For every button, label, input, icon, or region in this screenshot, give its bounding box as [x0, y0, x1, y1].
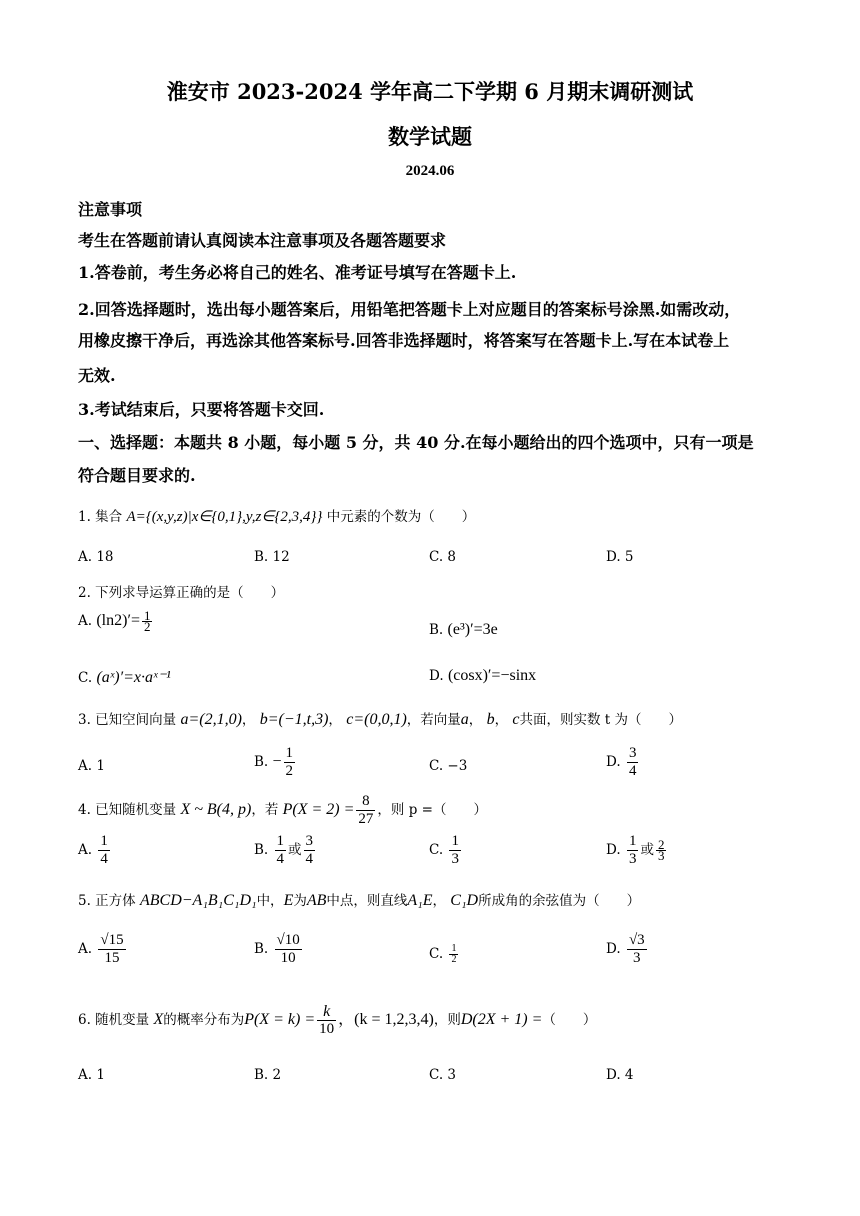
option-label: A. — [78, 941, 93, 957]
question-3-prefix: 3. 已知空间向量 — [78, 712, 177, 728]
numerator: √10 — [276, 932, 300, 948]
notice-heading: 注意事项 — [78, 200, 143, 219]
question-1-suffix: 中元素的个数为（ ） — [326, 509, 476, 525]
question-1-option-c: C. 8 — [429, 549, 457, 565]
numerator: 8 — [356, 793, 375, 811]
question-6-text: ，则 — [433, 1012, 461, 1028]
question-3-vector-c: c=(0,0,1) — [346, 711, 407, 728]
numerator: 1 — [628, 833, 637, 849]
point-e: E — [283, 892, 294, 909]
denominator: 2 — [143, 619, 151, 634]
question-4-suffix: ，则 p =（ ） — [377, 802, 487, 818]
numerator: 1 — [285, 745, 294, 761]
segment-ab: AB — [306, 892, 327, 909]
notice-item-1: 1.答卷前，考生务必将自己的姓名、准考证号填写在答题卡上. — [78, 263, 517, 282]
question-1-option-d: D. 5 — [606, 549, 634, 565]
question-5-text: 为 — [293, 893, 307, 909]
question-5-option-c — [429, 944, 460, 965]
question-4-option-a — [78, 833, 112, 868]
question-3-option-c: C. −3 — [429, 758, 468, 774]
notice-item-2-line-3: 无效. — [78, 366, 116, 385]
fraction — [656, 837, 667, 863]
option-label: D. — [606, 842, 621, 858]
fraction — [304, 833, 316, 868]
question-3-a-symbol: a — [460, 711, 469, 728]
fraction — [627, 745, 639, 780]
question-4-probability: P(X = 2) = — [282, 801, 355, 818]
numerator: √15 — [100, 932, 124, 948]
numerator: 1 — [100, 833, 108, 849]
question-3-option-b — [254, 745, 297, 780]
question-2-stem: 2. 下列求导运算正确的是（ ） — [78, 585, 285, 601]
question-1-prefix: 1. 集合 — [78, 509, 123, 525]
fraction — [275, 833, 287, 868]
numerator: 3 — [628, 745, 637, 761]
exam-subtitle: 数学试题 — [388, 124, 472, 149]
line-c1d: C₁D — [450, 892, 479, 909]
numerator: 1 — [451, 833, 459, 849]
option-label: C. — [429, 842, 444, 858]
option-label: D. — [606, 754, 621, 770]
denominator: 4 — [305, 851, 314, 867]
denominator: 3 — [657, 848, 665, 863]
question-6-text: 的概率分布为 — [163, 1012, 245, 1028]
question-2-option-c-expr: (aˣ)′=x·aˣ⁻¹ — [96, 669, 171, 686]
minus-sign: − — [272, 753, 282, 770]
question-5-suffix: 所成角的余弦值为（ ） — [478, 893, 641, 909]
question-1-set: A={(x,y,z)|x∈{0,1},y,z∈{2,3,4}} — [126, 509, 323, 525]
question-1-stem — [78, 505, 475, 526]
option-label: A. — [78, 613, 93, 629]
denominator: 15 — [104, 950, 120, 966]
question-3-vector-b: b=(−1,t,3) — [259, 711, 329, 728]
question-5-option-d — [606, 932, 649, 967]
numerator: 3 — [305, 833, 314, 849]
question-6-suffix: （ ） — [542, 1012, 597, 1028]
question-5-stem: 5. 正方体 ABCD−A₁B₁C₁D₁中，E为AB中点，则直线A₁E， C₁D所成角的余弦值为（ ） — [78, 892, 641, 909]
question-2-option-b-expr: (e³)′=3e — [447, 621, 498, 638]
or-text: 或 — [288, 842, 302, 858]
question-3-vector-a: a=(2,1,0) — [180, 711, 242, 728]
question-4-mid: ，若 — [251, 802, 279, 818]
numerator: k — [317, 1003, 336, 1021]
denominator: 4 — [100, 851, 108, 867]
section-1-line-2: 符合题目要求的. — [78, 466, 196, 485]
question-6-range: ，(k = 1,2,3,4) — [338, 1011, 434, 1028]
numerator: 1 — [451, 943, 457, 954]
or-text: 或 — [640, 842, 654, 858]
question-6-probability: P(X = k) = — [244, 1011, 316, 1028]
question-6-option-d: D. 4 — [606, 1067, 634, 1083]
question-3-b-symbol: b — [486, 711, 495, 728]
denominator: 10 — [319, 1021, 335, 1037]
question-4-option-d — [606, 833, 668, 868]
fraction — [317, 1003, 336, 1038]
option-label: C. — [78, 670, 93, 686]
denominator: 2 — [451, 954, 457, 965]
denominator: 4 — [628, 763, 637, 779]
question-6-option-c: C. 3 — [429, 1067, 457, 1083]
exam-title: 淮安市 2023-2024 学年高二下学期 6 月期末调研测试 — [166, 79, 694, 104]
denominator: 2 — [285, 763, 294, 779]
numerator: 2 — [657, 837, 665, 852]
notice-intro: 考生在答题前请认真阅读本注意事项及各题答题要求 — [78, 231, 447, 250]
notice-item-2-line-2: 用橡皮擦干净后，再选涂其他答案标号.回答非选择题时，将答案写在答题卡上.写在本试卷上 — [78, 331, 730, 350]
option-label: D. — [606, 941, 621, 957]
question-6-variance: D(2X + 1) = — [460, 1011, 543, 1028]
question-3-c-symbol: c — [512, 711, 520, 728]
denominator: 3 — [451, 851, 459, 867]
fraction — [627, 833, 639, 868]
question-3-mid: ，若向量 — [406, 712, 461, 728]
fraction — [98, 932, 125, 967]
numerator: 1 — [276, 833, 285, 849]
notice-item-2-line-1: 2.回答选择题时，选出每小题答案后，用铅笔把答题卡上对应题目的答案标号涂黑.如需改动， — [78, 300, 741, 319]
question-3-option-a: A. 1 — [78, 758, 105, 774]
question-6-prefix: 6. 随机变量 — [78, 1012, 150, 1028]
exam-date: 2024.06 — [405, 163, 455, 179]
question-6-option-b: B. 2 — [254, 1067, 282, 1083]
question-2-option-d — [429, 667, 536, 685]
fraction — [98, 833, 110, 868]
numerator: √3 — [628, 932, 645, 948]
question-5-prefix: 5. 正方体 — [78, 893, 136, 909]
option-label: B. — [254, 754, 269, 770]
question-4-prefix: 4. 已知随机变量 — [78, 802, 177, 818]
question-1-option-b: B. 12 — [254, 549, 290, 565]
denominator: 27 — [358, 811, 374, 827]
question-6-stem — [78, 1003, 596, 1038]
option-label: A. — [78, 842, 93, 858]
question-2-option-d-expr: (cosx)′=−sinx — [447, 667, 537, 684]
denominator: 3 — [633, 950, 641, 966]
variable-x: X — [153, 1011, 164, 1028]
question-3-suffix: 共面，则实数 t 为（ ） — [519, 712, 682, 728]
option-label: B. — [254, 941, 269, 957]
question-4-option-b — [254, 833, 317, 868]
question-4-distribution: X ~ B(4, p) — [180, 801, 252, 818]
question-5-cube: ABCD−A₁B₁C₁D₁ — [139, 892, 257, 909]
question-2-option-c — [78, 667, 171, 687]
question-5-option-b — [254, 932, 304, 967]
question-5-text: 中， — [256, 893, 284, 909]
question-4-stem — [78, 793, 487, 828]
fraction — [356, 793, 375, 828]
fraction — [275, 932, 302, 967]
question-1-option-a: A. 18 — [78, 549, 114, 565]
question-2-option-a-expr: (ln2)′= — [96, 612, 140, 629]
question-5-option-a — [78, 932, 128, 967]
fraction — [449, 944, 458, 965]
question-5-text: 中点，则直线 — [326, 893, 408, 909]
fraction — [284, 745, 296, 780]
line-a1e: A₁E — [407, 892, 433, 909]
option-label: B. — [429, 622, 444, 638]
denominator: 3 — [628, 851, 637, 867]
option-label: B. — [254, 842, 269, 858]
fraction — [142, 608, 153, 634]
question-4-option-c — [429, 833, 463, 868]
question-2-option-b — [429, 621, 498, 639]
notice-item-3: 3.考试结束后，只要将答题卡交回. — [78, 400, 325, 419]
question-3-option-d — [606, 745, 640, 780]
denominator: 4 — [276, 851, 285, 867]
denominator: 10 — [280, 950, 296, 966]
numerator: 1 — [143, 608, 151, 623]
question-6-option-a: A. 1 — [78, 1067, 105, 1083]
question-3-stem: 3. 已知空间向量 a=(2,1,0)， b=(−1,t,3)， c=(0,0,1)，若向量a， b， c共面，则实数 t 为（ ） — [78, 711, 682, 728]
option-label: C. — [429, 946, 444, 962]
option-label: D. — [429, 668, 444, 684]
section-1-line-1: 一、选择题：本题共 8 小题，每小题 5 分，共 40 分.在每小题给出的四个选项中，只有一项是 — [78, 433, 754, 452]
fraction — [627, 932, 647, 967]
fraction — [449, 833, 461, 868]
question-2-option-a — [78, 608, 154, 634]
